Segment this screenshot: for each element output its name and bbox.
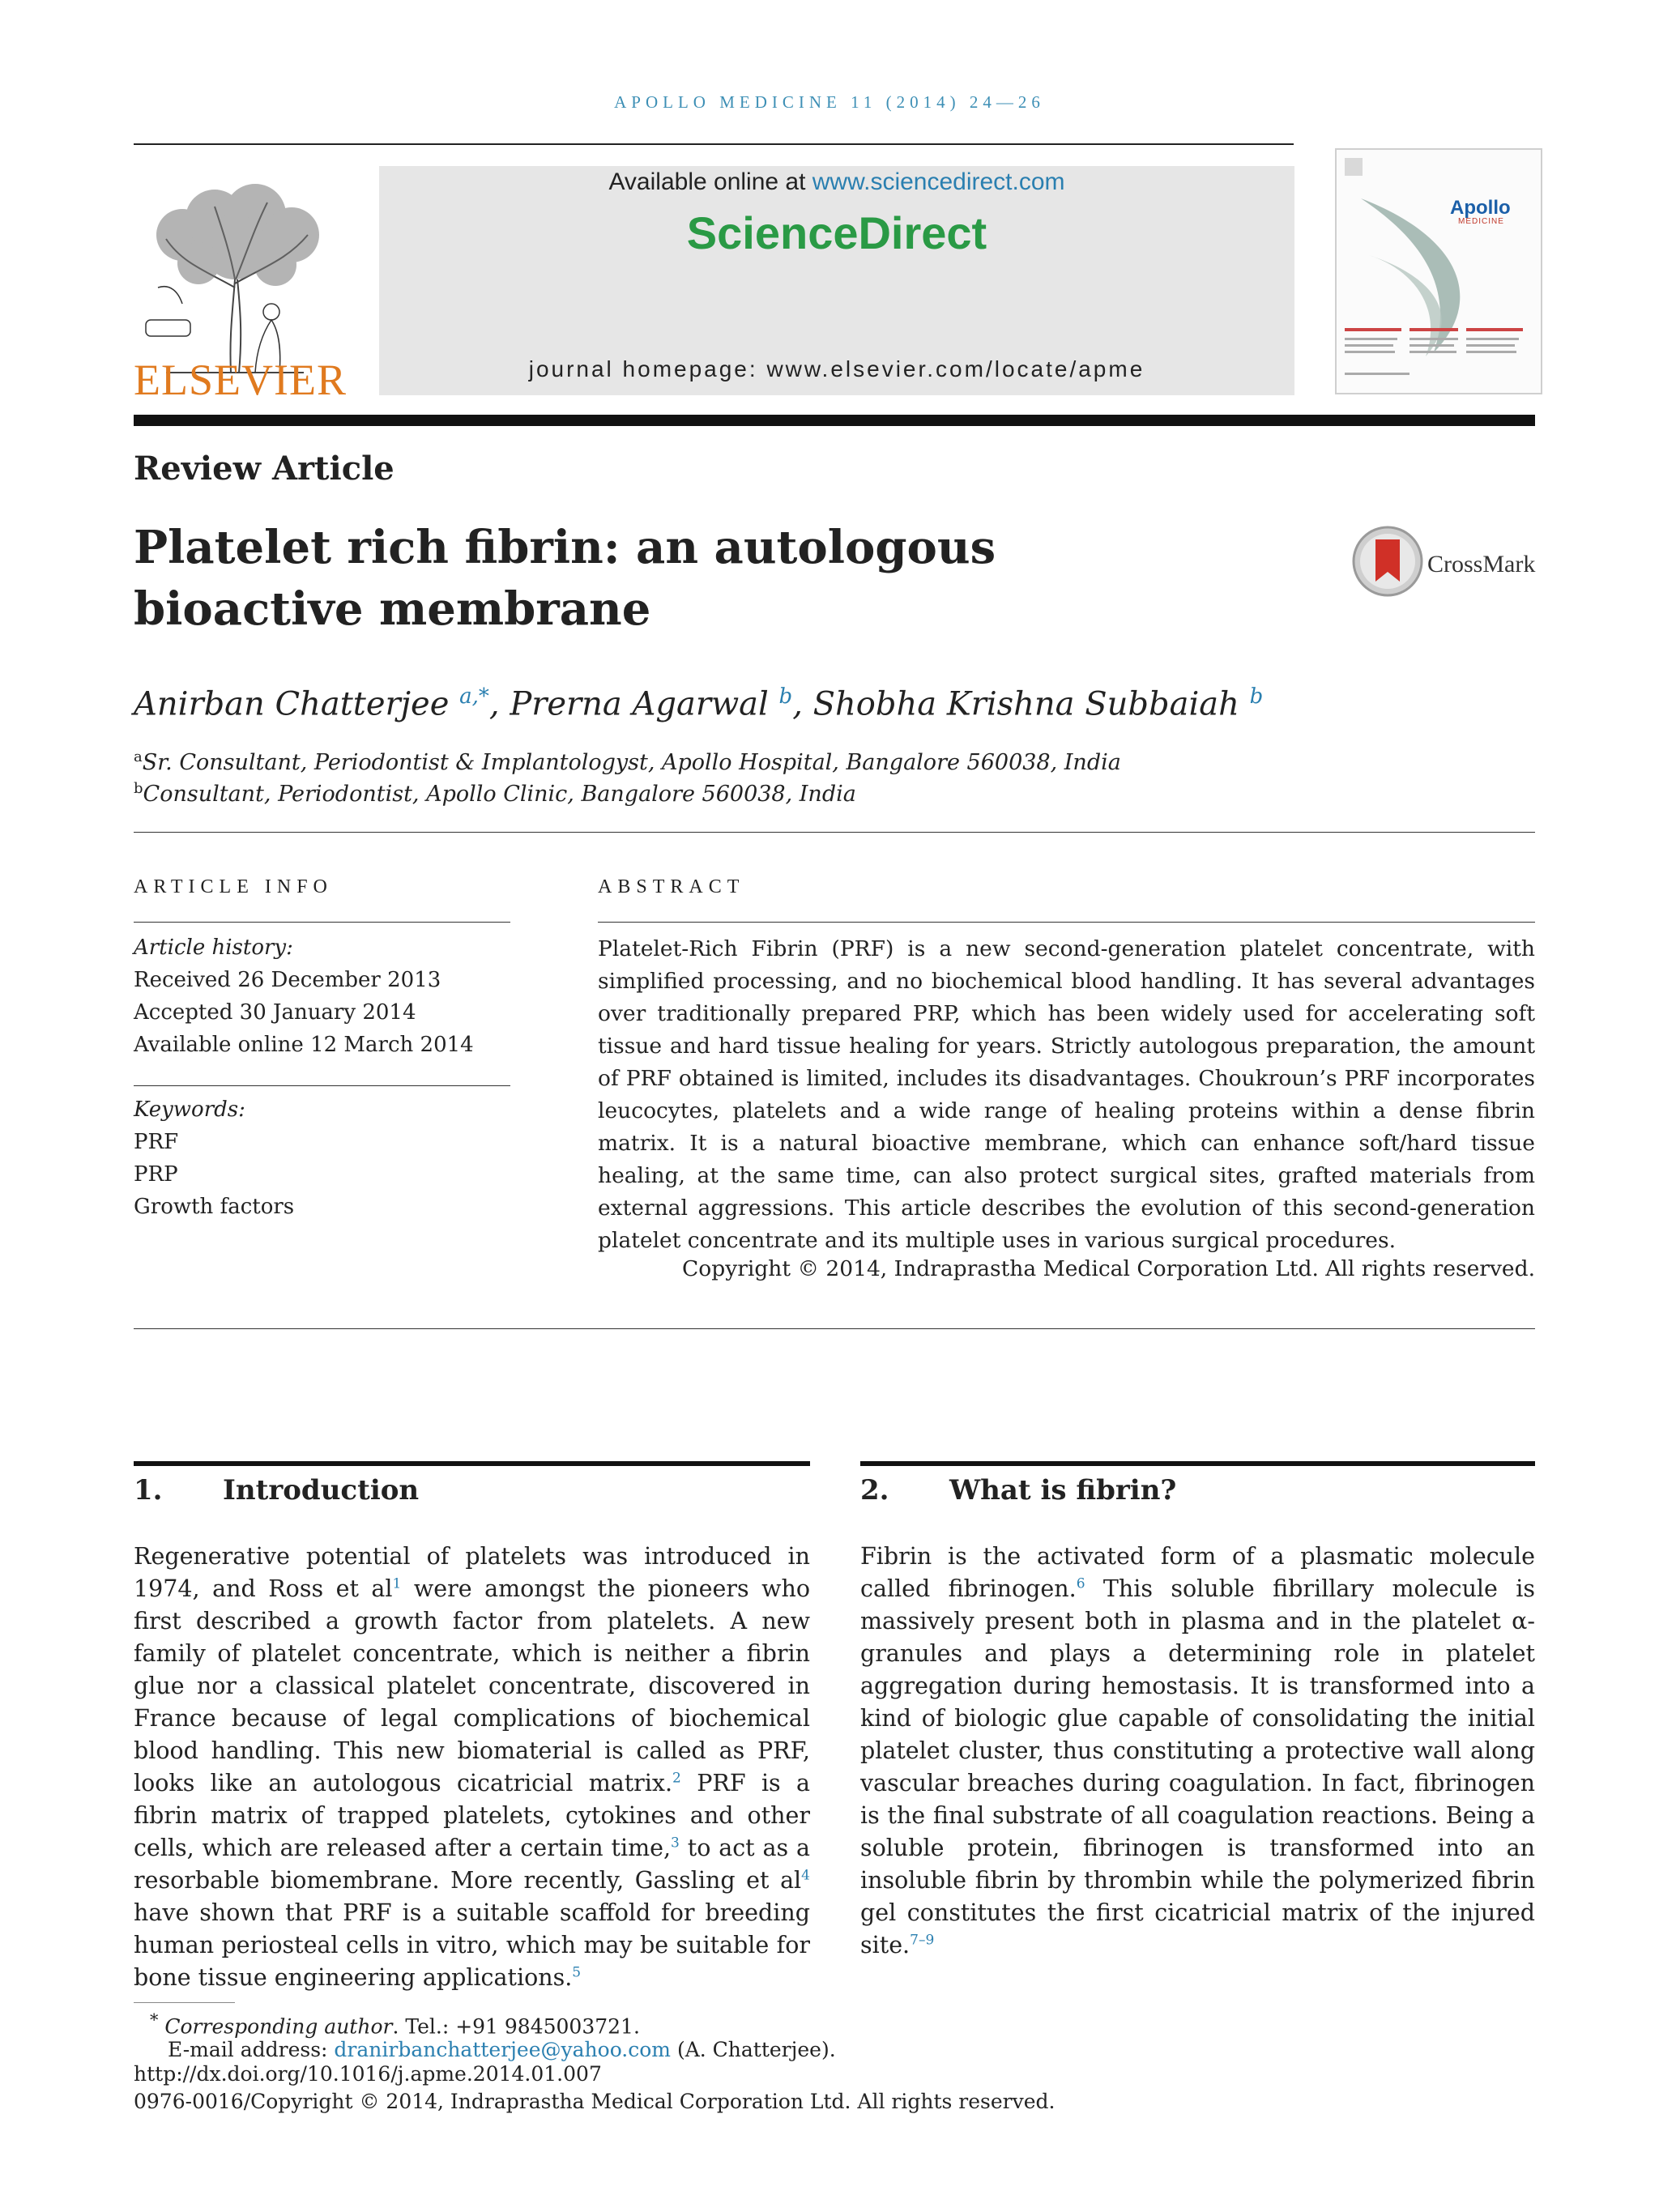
crossmark-icon[interactable]: [1351, 525, 1424, 598]
issn-copyright: 0976-0016/Copyright © 2014, Indraprastha Medical Corporation Ltd. All rights reserved.: [134, 2090, 1056, 2113]
sciencedirect-link[interactable]: www.sciencedirect.com: [812, 168, 1065, 195]
article-history: [134, 931, 474, 1061]
author-list: Anirban Chatterjee $^{a,*}$, Prerna Agarwal $^b$, Shobha Krishna Subbaiah $^b$: [134, 684, 1264, 723]
reference-link[interactable]: 2: [672, 1770, 681, 1787]
section-title: Introduction: [223, 1474, 420, 1507]
author-affiliation-mark[interactable]: b: [1249, 684, 1264, 709]
keyword: Growth factors: [134, 1195, 295, 1219]
section-1-rule: [134, 1461, 810, 1466]
header-rule: [134, 143, 1294, 145]
section-number: 1.: [134, 1474, 163, 1507]
section-2-heading: [860, 1474, 1535, 1515]
affiliation-a: $^a$Sr. Consultant, Periodontist & Implantologyst, Apollo Hospital, Bangalore 560038, India: [134, 748, 1121, 775]
cover-swoosh-graphic: [1337, 150, 1541, 393]
author-name: Anirban Chatterjee: [134, 685, 450, 723]
abstract-rule: [598, 922, 1535, 923]
reference-link[interactable]: 4: [801, 1867, 810, 1884]
affiliation-b: $^b$Consultant, Periodontist, Apollo Clinic, Bangalore 560038, India: [134, 780, 856, 807]
abstract-heading: ABSTRACT: [598, 876, 745, 897]
reference-link[interactable]: 5: [572, 1964, 582, 1981]
footnote-rule: [134, 2002, 235, 2003]
article-info-rule: [134, 922, 510, 923]
article-title: Platelet rich fibrin: an autologous bioactive membrane: [134, 521, 996, 636]
fibrin-paragraph: Fibrin is the activated form of a plasmatic molecule called fibrinogen.$^6$ This soluble fibrillary molecule is massively present both in plasma and in the platelet α-granules and plays a determining role in platelet aggregation during hemostasis. It is transformed into a kind of biologic glue capable of consolidating the initial platelet cluster, thus constituting a protective wall along vascular breaches during coagulation. In fact, fibrinogen is the final substrate of all coagulation reactions. Being a soluble protein, fibrinogen is transformed into an insoluble fibrin by thrombin while the polymerized fibrin gel constitutes the first cicatricial matrix of the injured site.$^{7-9}$: [860, 1543, 1535, 1958]
abstract-text: Platelet-Rich Fibrin (PRF) is a new second-generation platelet concentrate, with simplified processing, and no biochemical blood handling. It has several advantages over traditionally prepared PRP, which has been widely used for accelerating soft tissue and hard tissue healing for years. Strictly autologous preparation, the amount of PRF obtained is limited, includes its disadvantages. Choukroun’s PRF incorporates leucocytes, platelets and a wide range of healing proteins within a dense fibrin matrix. It is a natural bioactive membrane, which can enhance soft/hard tissue healing, at the same time, can also protect surgical sites, grafted materials from external aggressions. This article describes the evolution of this second-generation platelet concentrate and its multiple uses in various surgical procedures.: [598, 936, 1535, 1253]
cover-apollo-title: Apollo: [1450, 197, 1511, 219]
section-1-heading: [134, 1474, 810, 1515]
article-history-label: Article history:: [134, 936, 293, 960]
section-title: What is fibrin?: [949, 1474, 1177, 1507]
keywords-label: Keywords:: [134, 1097, 245, 1122]
cover-medicine-subtitle: MEDICINE: [1458, 217, 1504, 226]
article-info-heading: ARTICLE INFO: [134, 876, 333, 897]
reference-link[interactable]: 7–9: [910, 1932, 935, 1949]
section-number: 2.: [860, 1474, 889, 1507]
email-link[interactable]: dranirbanchatterjee@yahoo.com: [334, 2038, 672, 2061]
received-date: Received 26 December 2013: [134, 968, 441, 992]
crossmark-label[interactable]: CrossMark: [1427, 551, 1536, 578]
keywords-block: [134, 1093, 294, 1223]
affiliation-rule: [134, 832, 1535, 833]
accepted-date: Accepted 30 January 2014: [134, 1000, 416, 1025]
corresponding-author-note: * Corresponding author. Tel.: +91 9845003721.: [150, 2010, 640, 2039]
sciencedirect-brand: ScienceDirect: [686, 207, 987, 258]
keyword: PRF: [134, 1130, 179, 1154]
journal-cover: [1335, 148, 1542, 394]
running-head: APOLLO MEDICINE 11 (2014) 24—26: [614, 92, 1045, 112]
introduction-paragraph: Regenerative potential of platelets was introduced in 1974, and Ross et $al^1$ were amongst the pioneers who first described a growth factor from platelets. A new family of platelet concentrate, which is neither a fibrin glue nor a classical platelet concentrate, discovered in France because of legal complications of biochemical blood handling. This new biomaterial is called as PRF, looks like an autologous cicatricial matrix.$^2$ PRF is a fibrin matrix of trapped platelets, cytokines and other cells, which are released after a certain time,$^3$ to act as a resorbable biomembrane. More recently, Gassling et $al^4$ have shown that PRF is a suitable scaffold for breeding human periosteal cells in vitro, which may be suitable for bone tissue engineering applications.$^5$: [134, 1543, 810, 1991]
author-name: Prerna Agarwal: [510, 685, 769, 723]
available-date: Available online 12 March 2014: [134, 1033, 474, 1057]
reference-link[interactable]: 3: [671, 1835, 680, 1852]
email-note: E-mail address: dranirbanchatterjee@yahoo.com (A. Chatterjee).: [168, 2038, 836, 2061]
available-online-line: Available online at www.sciencedirect.com: [608, 168, 1065, 195]
keywords-rule: [134, 1085, 510, 1086]
section-2-rule: [860, 1461, 1535, 1466]
doi-link[interactable]: http://dx.doi.org/10.1016/j.apme.2014.01.007: [134, 2062, 602, 2086]
abstract-copyright: Copyright © 2014, Indraprastha Medical Corporation Ltd. All rights reserved.: [682, 1256, 1535, 1281]
keyword: PRP: [134, 1162, 178, 1187]
abstract-bottom-rule: [134, 1328, 1535, 1329]
reference-link[interactable]: 1: [392, 1575, 402, 1592]
reference-link[interactable]: 6: [1076, 1575, 1085, 1592]
elsevier-wordmark: ELSEVIER: [134, 356, 347, 404]
author-name: Shobha Krishna Subbaiah: [812, 685, 1239, 723]
journal-homepage[interactable]: journal homepage: www.elsevier.com/locate/apme: [528, 356, 1145, 381]
author-affiliation-mark[interactable]: b: [778, 684, 793, 709]
author-affiliation-mark[interactable]: a,*: [459, 684, 489, 709]
header-thick-rule: [134, 415, 1535, 426]
article-type: Review Article: [134, 450, 394, 488]
